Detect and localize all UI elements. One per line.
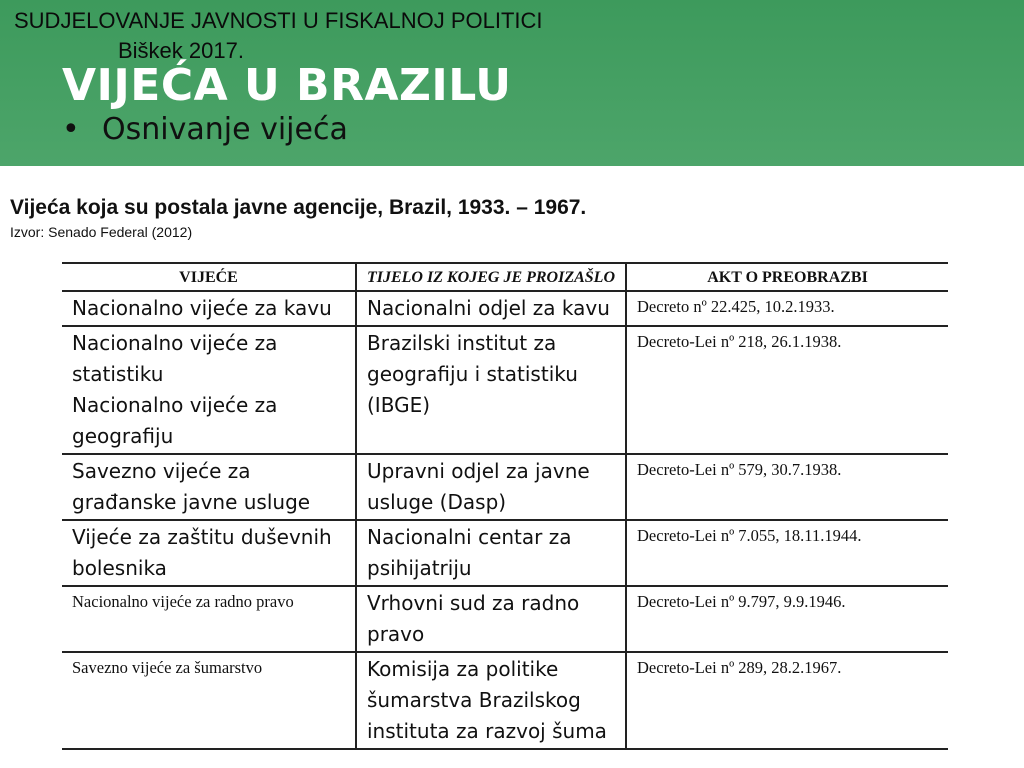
table-row: [62, 520, 948, 586]
header-origin: TIJELO IZ KOJEG JE PROIZAŠLO: [356, 263, 626, 291]
origin-cell: Komisija za politike šumarstva Brazilskog instituta za razvoj šuma: [356, 652, 626, 749]
slide-title: VIJEĆA U BRAZILU: [62, 60, 512, 111]
council-name: Nacionalno vijeće za radno pravo: [72, 592, 294, 611]
event-title: SUDJELOVANJE JAVNOSTI U FISKALNOJ POLITICI: [14, 8, 543, 33]
act-cell: Decreto-Lei nº 218, 26.1.1938.: [626, 326, 948, 454]
table-row: [62, 454, 948, 520]
council-table: [62, 262, 948, 750]
table-row: [62, 652, 948, 749]
origin-cell: Vrhovni sud za radno pravo: [356, 586, 626, 652]
act-cell: Decreto-Lei nº 7.055, 18.11.1944.: [626, 520, 948, 586]
table-row: [62, 291, 948, 326]
council-cell: [62, 454, 356, 520]
act-cell: Decreto-Lei nº 289, 28.2.1967.: [626, 652, 948, 749]
table-caption: Vijeća koja su postala javne agencije, Brazil, 1933. – 1967.: [10, 196, 587, 219]
origin-cell: Brazilski institut za geografiju i statistiku (IBGE): [356, 326, 626, 454]
act-cell: Decreto-Lei nº 579, 30.7.1938.: [626, 454, 948, 520]
council-cell: [62, 586, 356, 652]
council-table-container: [62, 262, 948, 768]
bullet-icon: •: [62, 112, 80, 147]
header-council: VIJEĆE: [62, 263, 356, 291]
council-cell: [62, 652, 356, 749]
council-name: Savezno vijeće za građanske javne usluge: [72, 459, 311, 514]
origin-cell: Nacionalni odjel za kavu: [356, 291, 626, 326]
council-name: Nacionalno vijeće za geografiju: [72, 393, 278, 448]
table-row: [62, 326, 948, 454]
table-row: [62, 586, 948, 652]
council-cell: [62, 326, 356, 454]
council-name: Nacionalno vijeće za statistiku: [72, 331, 278, 386]
bullet-text: Osnivanje vijeća: [102, 112, 348, 147]
event-location-year: Biškek 2017.: [118, 38, 244, 63]
origin-cell: Upravni odjel za javne usluge (Dasp): [356, 454, 626, 520]
council-name: Savezno vijeće za šumarstvo: [72, 658, 263, 677]
header-act: AKT O PREOBRAZBI: [626, 263, 948, 291]
council-name: Nacionalno vijeće za kavu: [72, 296, 332, 320]
header-banner: [0, 0, 1024, 166]
act-cell: Decreto nº 22.425, 10.2.1933.: [626, 291, 948, 326]
table-header-row: [62, 263, 948, 291]
act-cell: Decreto-Lei nº 9.797, 9.9.1946.: [626, 586, 948, 652]
table-source: Izvor: Senado Federal (2012): [10, 224, 193, 240]
council-cell: [62, 520, 356, 586]
origin-cell: Nacionalni centar za psihijatriju: [356, 520, 626, 586]
council-name: Vijeće za zaštitu duševnih bolesnika: [72, 525, 332, 580]
bullet-item: [62, 112, 348, 147]
council-cell: [62, 291, 356, 326]
